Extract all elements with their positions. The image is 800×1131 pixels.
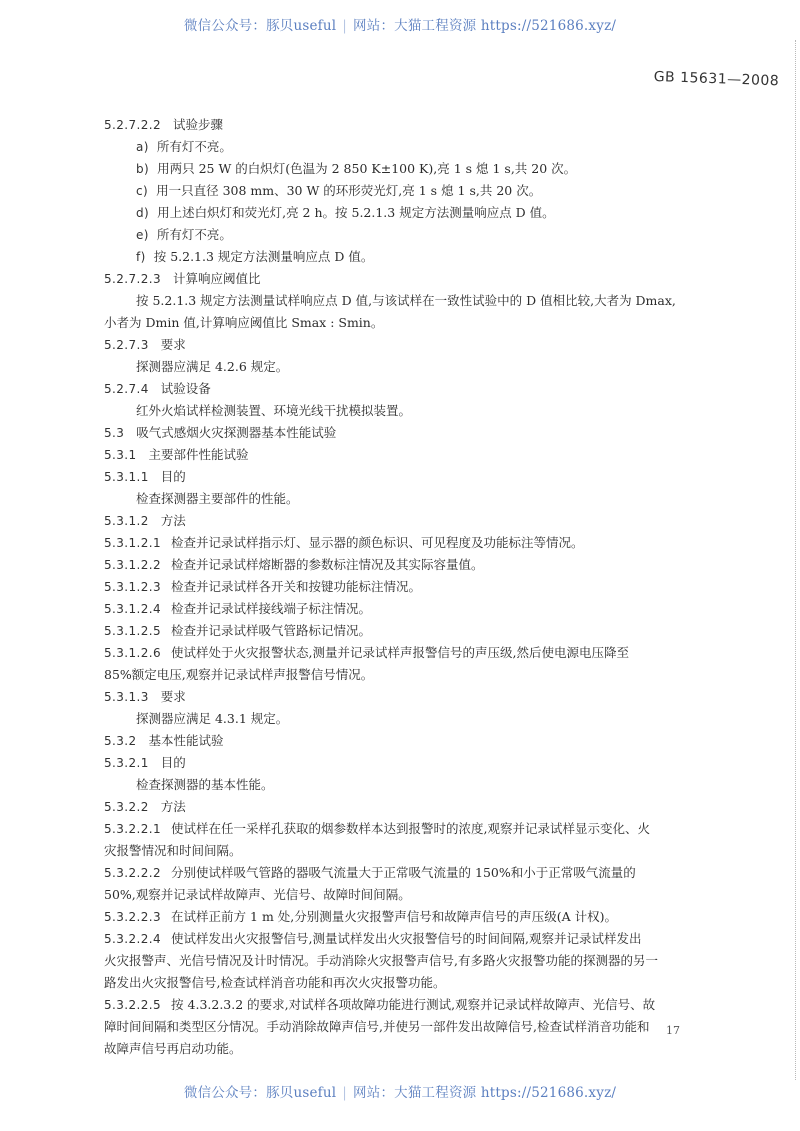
section-heading-5-3-1-3 (104, 689, 186, 705)
clause-number: 5.3.1.2.4 (104, 602, 162, 616)
section-title: 试验步骤 (173, 117, 224, 132)
section-number: 5.2.7.3 (104, 338, 149, 352)
list-item-e (136, 227, 232, 243)
section-heading-5-2-7-2-2 (104, 117, 223, 133)
section-number: 5.3.1.2 (104, 514, 149, 528)
section-number: 5.3.2.2 (104, 800, 149, 814)
clause-number: 5.3.1.2.2 (104, 558, 162, 572)
watermark-wechat: 微信公众号：豚贝useful (183, 18, 337, 34)
section-heading-5-3-1-1 (104, 469, 186, 485)
section-title: 方法 (160, 799, 186, 814)
clause-continuation: 火灾报警声、光信号情况及计时情况。手动消除火灾报警声信号,有多路火灾报警功能的探测器的另一 (104, 953, 658, 968)
clause-continuation: 50%,观察并记录试样故障声、光信号、故障时间间隔。 (104, 887, 411, 902)
section-number: 5.3 (104, 426, 125, 440)
clause-text: 使试样发出火灾报警信号,测量试样发出火灾报警信号的时间间隔,观察并记录试样发出 (171, 931, 642, 946)
clause-text: 按 4.3.2.3.2 的要求,对试样各项故障功能进行测试,观察并记录试样故障声、光信号、故 (171, 997, 656, 1012)
section-title: 要求 (160, 689, 186, 704)
watermark-separator: | (342, 18, 348, 34)
list-label: a) (136, 140, 149, 154)
list-label: b) (136, 162, 150, 176)
section-number: 5.2.7.4 (104, 382, 149, 396)
section-heading-5-2-7-3 (104, 337, 186, 353)
section-heading-5-2-7-4 (104, 381, 211, 397)
clause-continuation: 障时间间隔和类型区分情况。手动消除故障声信号,并使另一部件发出故障信号,检查试样消音功能和 (104, 1019, 650, 1034)
clause-5-3-2-2-3 (104, 909, 617, 925)
clause-text: 检查并记录试样吸气管路标记情况。 (171, 623, 372, 638)
paragraph-line: 红外火焰试样检测装置、环境光线干扰模拟装置。 (136, 403, 412, 418)
section-number: 5.2.7.2.3 (104, 272, 162, 286)
clause-number: 5.3.2.2.2 (104, 866, 162, 880)
clause-5-3-1-2-1 (104, 535, 584, 551)
section-title: 吸气式感烟火灾探测器基本性能试验 (136, 425, 337, 440)
clause-text: 使试样在任一采样孔获取的烟参数样本达到报警时的浓度,观察并记录试样显示变化、火 (171, 821, 651, 836)
clause-text: 分别使试样吸气管路的器吸气流量大于正常吸气流量的 150%和小于正常吸气流量的 (171, 865, 636, 880)
clause-5-3-1-2-5 (104, 623, 371, 639)
watermark-wechat: 微信公众号：豚贝useful (183, 1085, 337, 1101)
list-text: 用上述白炽灯和荧光灯,亮 2 h。按 5.2.1.3 规定方法测量响应点 D 值。 (157, 205, 555, 220)
list-label: e) (136, 228, 149, 242)
clause-5-3-1-2-6 (104, 645, 629, 661)
watermark-site: 网站：大猫工程资源 https://521686.xyz/ (353, 18, 617, 34)
section-number: 5.3.1.3 (104, 690, 149, 704)
clause-5-3-2-2-1 (104, 821, 650, 837)
section-title: 目的 (160, 755, 186, 770)
list-item-d (136, 205, 555, 221)
section-heading-5-3-2-2 (104, 799, 186, 815)
clause-5-3-2-2-2 (104, 865, 636, 881)
section-title: 基本性能试验 (148, 733, 224, 748)
clause-5-3-1-2-4 (104, 601, 371, 617)
section-heading-5-3-2 (104, 733, 224, 749)
paragraph-line: 检查探测器主要部件的性能。 (136, 491, 299, 506)
list-item-f (136, 249, 373, 265)
paragraph-line: 按 5.2.1.3 规定方法测量试样响应点 D 值,与该试样在一致性试验中的 D 值相比较,大者为 Dmax, (136, 293, 676, 308)
clause-5-3-2-2-4 (104, 931, 642, 947)
section-number: 5.2.7.2.2 (104, 118, 162, 132)
list-text: 用两只 25 W 的白炽灯(色温为 2 850 K±100 K),亮 1 s 熄 1 s,共 20 次。 (157, 161, 577, 176)
paragraph-line: 探测器应满足 4.3.1 规定。 (136, 711, 289, 726)
section-number: 5.3.2 (104, 734, 137, 748)
clause-number: 5.3.2.2.3 (104, 910, 162, 924)
clause-text: 检查并记录试样熔断器的参数标注情况及其实际容量值。 (171, 557, 484, 572)
clause-number: 5.3.2.2.4 (104, 932, 162, 946)
clause-number: 5.3.1.2.5 (104, 624, 162, 638)
list-text: 所有灯不亮。 (156, 227, 232, 242)
watermark-separator: | (342, 1085, 348, 1101)
standard-code: GB 15631—2008 (653, 69, 780, 90)
clause-text: 使试样处于火灾报警状态,测量并记录试样声报警信号的声压级,然后使电源电压降至 (171, 645, 629, 660)
clause-number: 5.3.2.2.5 (104, 998, 162, 1012)
clause-5-3-1-2-3 (104, 579, 421, 595)
clause-text: 检查并记录试样各开关和按键功能标注情况。 (171, 579, 422, 594)
section-number: 5.3.1.1 (104, 470, 149, 484)
section-title: 计算响应阈值比 (173, 271, 261, 286)
clause-continuation: 85%额定电压,观察并记录试样声报警信号情况。 (104, 667, 374, 682)
section-number: 5.3.2.1 (104, 756, 149, 770)
watermark-site: 网站：大猫工程资源 https://521686.xyz/ (353, 1085, 617, 1101)
list-item-b (136, 161, 576, 177)
clause-number: 5.3.1.2.6 (104, 646, 162, 660)
watermark-bottom (0, 1081, 800, 1101)
section-number: 5.3.1 (104, 448, 137, 462)
page-edge-border (795, 40, 796, 1080)
section-title: 目的 (160, 469, 186, 484)
clause-continuation: 故障声信号再启动功能。 (104, 1041, 242, 1056)
list-text: 所有灯不亮。 (156, 139, 232, 154)
section-title: 主要部件性能试验 (148, 447, 249, 462)
section-title: 方法 (160, 513, 186, 528)
clause-text: 检查并记录试样接线端子标注情况。 (171, 601, 372, 616)
section-title: 要求 (160, 337, 186, 352)
clause-number: 5.3.2.2.1 (104, 822, 162, 836)
paragraph-line: 探测器应满足 4.2.6 规定。 (136, 359, 289, 374)
list-label: d) (136, 206, 150, 220)
section-heading-5-3-1-2 (104, 513, 186, 529)
list-item-c (136, 183, 541, 199)
list-label: c) (136, 184, 149, 198)
clause-text: 检查并记录试样指示灯、显示器的颜色标识、可见程度及功能标注等情况。 (171, 535, 584, 550)
section-heading-5-3-1 (104, 447, 249, 463)
list-text: 按 5.2.1.3 规定方法测量响应点 D 值。 (153, 249, 374, 264)
list-text: 用一只直径 308 mm、30 W 的环形荧光灯,亮 1 s 熄 1 s,共 20 次。 (156, 183, 542, 198)
clause-5-3-1-2-2 (104, 557, 484, 573)
clause-number: 5.3.1.2.1 (104, 536, 162, 550)
clause-number: 5.3.1.2.3 (104, 580, 162, 594)
section-title: 试验设备 (160, 381, 211, 396)
section-heading-5-3 (104, 425, 336, 441)
clause-5-3-2-2-5 (104, 997, 655, 1013)
paragraph-line: 小者为 Dmin 值,计算响应阈值比 Smax : Smin。 (104, 315, 384, 330)
paragraph-line: 检查探测器的基本性能。 (136, 777, 274, 792)
list-label: f) (136, 250, 146, 264)
section-heading-5-3-2-1 (104, 755, 186, 771)
clause-continuation: 灾报警情况和时间间隔。 (104, 843, 242, 858)
clause-text: 在试样正前方 1 m 处,分别测量火灾报警声信号和故障声信号的声压级(A 计权)。 (171, 909, 618, 924)
watermark-top (0, 14, 800, 34)
list-item-a (136, 139, 232, 155)
page-number: 17 (666, 1024, 680, 1037)
clause-continuation: 路发出火灾报警信号,检查试样消音功能和再次火灾报警功能。 (104, 975, 446, 990)
section-heading-5-2-7-2-3 (104, 271, 261, 287)
